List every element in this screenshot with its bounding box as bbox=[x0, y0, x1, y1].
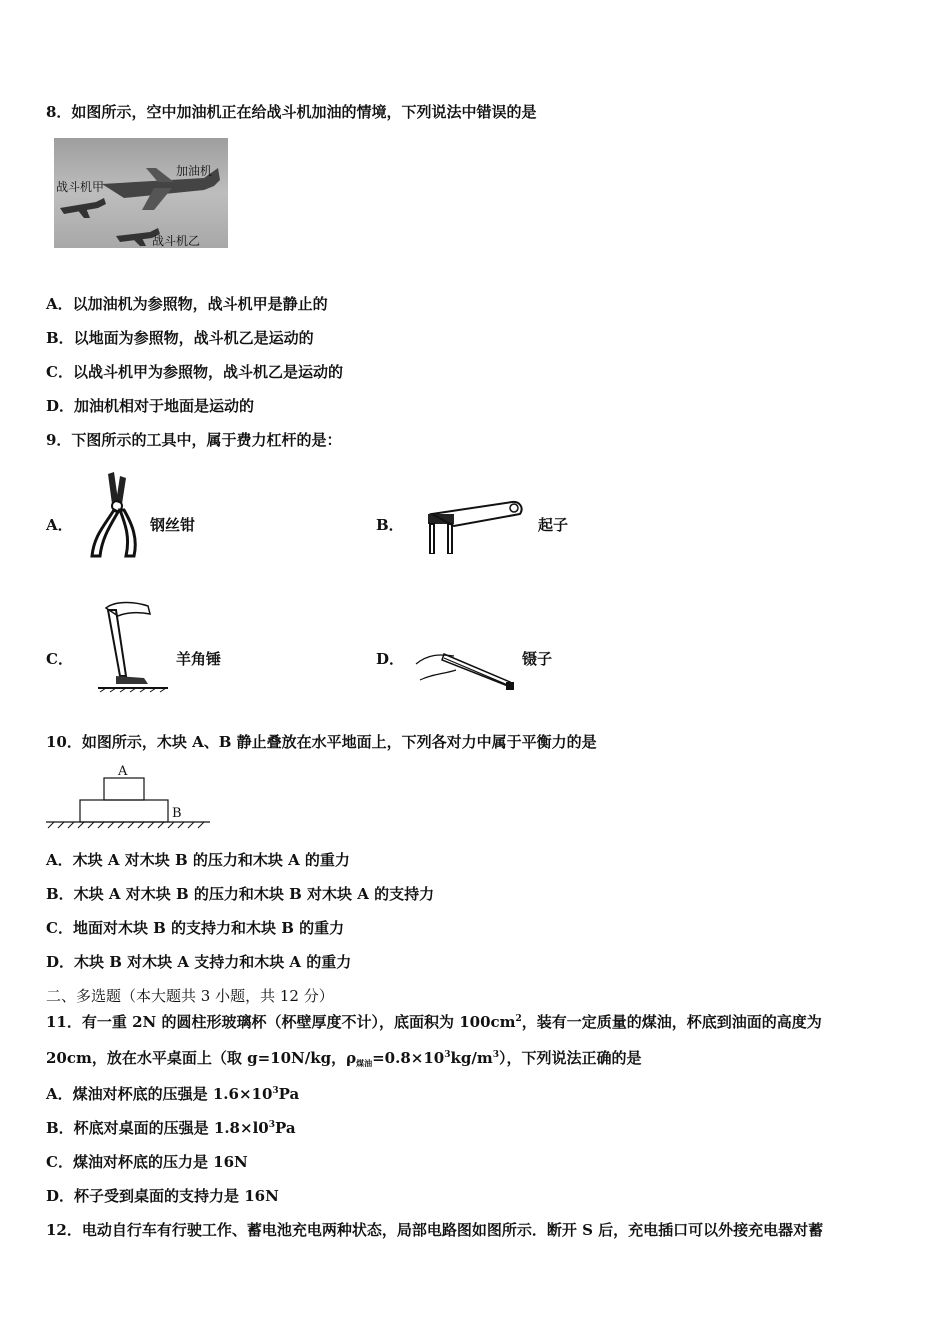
q8-figure-refueling-photo bbox=[54, 138, 228, 248]
claw-hammer-icon bbox=[96, 598, 170, 694]
q9-stem: 9．下图所示的工具中，属于费力杠杆的是： bbox=[46, 431, 342, 449]
bottle-opener-icon bbox=[420, 496, 526, 554]
block-b bbox=[80, 800, 168, 822]
label-b: B bbox=[172, 806, 182, 821]
label-fighter-a: 战斗机甲 bbox=[56, 180, 105, 194]
q12-stem: 12．电动自行车有行驶工作、蓄电池充电两种状态，局部电路图如图所示．断开 S 后，充电插口可以外接充电器对蓄 bbox=[46, 1221, 824, 1239]
q8-stem: 8．如图所示，空中加油机正在给战斗机加油的情境，下列说法中错误的是 bbox=[46, 103, 537, 121]
label-tanker: 加油机 bbox=[176, 164, 213, 178]
q10-stem: 10．如图所示，木块 A、B 静止叠放在水平地面上，下列各对力中属于平衡力的是 bbox=[46, 733, 597, 751]
q11-option-c: C．煤油对杯底的压力是 16N bbox=[46, 1153, 248, 1171]
q9-option-c-label: 羊角锤 bbox=[176, 650, 222, 668]
q9-option-d-label: 镊子 bbox=[522, 650, 553, 668]
q11-option-a: A．煤油对杯底的压强是 $1.6\times 10^3Pa$ bbox=[46, 1085, 300, 1103]
q11-option-b: B．杯底对桌面的压强是 $1.8\times l0^3Pa$ bbox=[46, 1119, 296, 1137]
q11-option-d: D．杯子受到桌面的支持力是 16N bbox=[46, 1187, 279, 1205]
q10-option-b: B．木块 A 对木块 B 的压力和木块 B 对木块 A 的支持力 bbox=[46, 885, 435, 903]
label-fighter-b: 战斗机乙 bbox=[152, 234, 201, 248]
q9-option-d-letter: D． bbox=[376, 650, 405, 668]
ground-hatching bbox=[48, 822, 204, 828]
section-heading-multiple-choice: 二、多选题（本大题共 3 小题，共 12 分） bbox=[46, 987, 334, 1005]
pliers-icon bbox=[84, 470, 140, 560]
q8-option-d: D．加油机相对于地面是运动的 bbox=[46, 397, 255, 415]
q8-option-b: B．以地面为参照物，战斗机乙是运动的 bbox=[46, 329, 314, 347]
q10-option-d: D．木块 B 对木块 A 支持力和木块 A 的重力 bbox=[46, 953, 352, 971]
q9-option-b-label: 起子 bbox=[538, 516, 569, 534]
q9-option-c-letter: C． bbox=[46, 650, 73, 668]
q9-option-b-letter: B． bbox=[376, 516, 404, 534]
q10-option-c: C．地面对木块 B 的支持力和木块 B 的重力 bbox=[46, 919, 345, 937]
q10-blocks-diagram bbox=[46, 764, 212, 830]
q8-option-c: C．以战斗机甲为参照物，战斗机乙是运动的 bbox=[46, 363, 343, 381]
tweezers-icon bbox=[414, 644, 518, 694]
q10-option-a: A．木块 A 对木块 B 的压力和木块 A 的重力 bbox=[46, 851, 350, 869]
q11-stem-line1: 11．有一重 2N 的圆柱形玻璃杯（杯壁厚度不计），底面积为 $100cm^2$，装有一定质量的煤油，杯底到油面的高度为 bbox=[46, 1013, 822, 1031]
q9-option-a-label: 钢丝钳 bbox=[150, 516, 196, 534]
q9-option-a-letter: A． bbox=[46, 516, 73, 534]
block-a bbox=[104, 778, 144, 800]
label-a: A bbox=[118, 764, 128, 779]
q8-option-a: A．以加油机为参照物，战斗机甲是静止的 bbox=[46, 295, 328, 313]
q11-stem-line2: 20cm，放在水平桌面上（取 g=10N/kg，$\rho_{煤油}=0.8\times 10^3kg/m^3$），下列说法正确的是 bbox=[46, 1049, 642, 1068]
